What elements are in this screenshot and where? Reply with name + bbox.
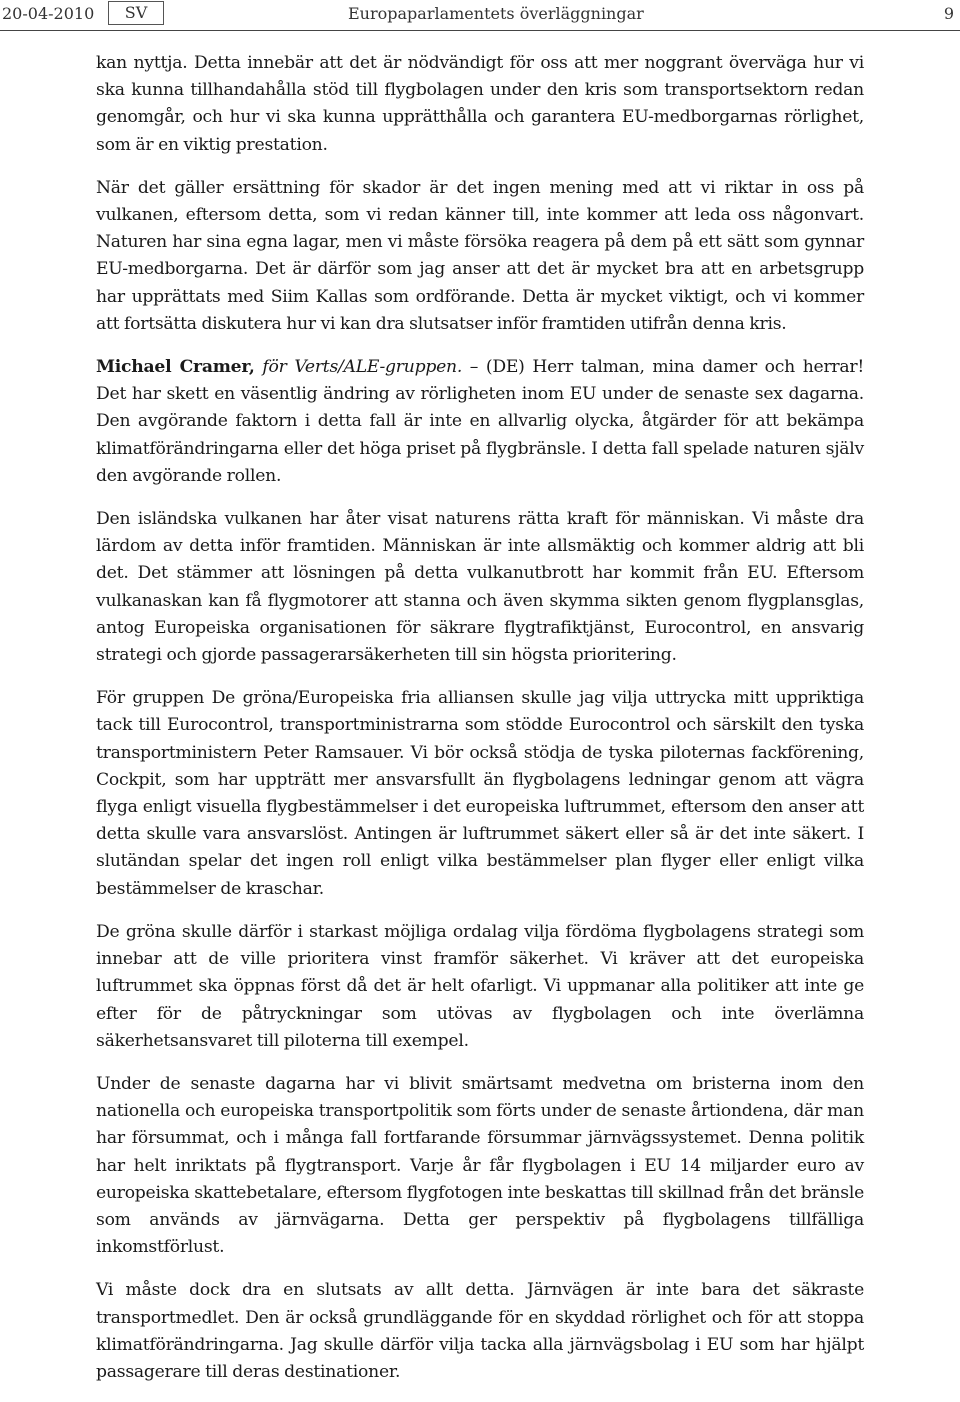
speaker-name: Michael Cramer, [96, 357, 255, 378]
page-header [0, 0, 960, 31]
header-date: 20-04-2010 [2, 4, 95, 23]
paragraph-4: Den isländska vulkanen har åter visat naturens rätta kraft för människan. Vi måste dra lärdom av detta inför framtiden. Människan är inte allsmäktig och kommer aldrig att bli det. Det stämmer att lösningen på detta vulkanutbrott har kommit från EU. Eftersom vulkanaskan kan få flygmotorer att stanna och även skymma sikten genom flygplansglas, antog Europeiska organisationen för säkrare flygtrafiktjänst, Eurocontrol, en ansvarig strategi och gjorde passagerarsäkerheten till sin högsta prioritering. [96, 509, 864, 666]
header-language-box: SV [108, 1, 164, 25]
paragraph-2: När det gäller ersättning för skador är det ingen mening med att vi riktar in oss på vulkanen, eftersom detta, som vi redan känner till, inte kommer att leda oss någonvart. Naturen har sina egna lagar, men vi måste försöka reagera på dem på ett sätt som gynnar EU-medborgarna. Det är därför som jag anser att det är mycket bra att en arbetsgrupp har upprättats med Siim Kallas som ordförande. Detta är mycket viktigt, och vi kommer att fortsätta diskutera hur vi kan dra slutsatser inför framtiden utifrån denna kris. [96, 177, 864, 334]
speaker-affiliation: för Verts/ALE-gruppen. [262, 357, 463, 378]
paragraph-8: Vi måste dock dra en slutsats av allt detta. Järnvägen är inte bara det säkraste transportmedlet. Den är också grundläggande för en skyddad rörlighet och för att stoppa klimatförändringarna. Jag skulle därför vilja tacka alla järnvägsbolag i EU som har hjälpt passagerare till deras destinationer. [96, 1280, 864, 1382]
speech-paragraph [96, 354, 864, 490]
speech-text: Herr talman, mina damer och herrar! Det har skett en väsentlig ändring av rörligheten inom EU under de senaste sex dagarna. Den avgörande faktorn i detta fall är inte en allvarlig olycka, åtgärder för att bekämpa klimatförändringarna eller det höga priset på flygbränsle. I detta fall spelade naturen själv den avgörande rollen. [96, 357, 864, 486]
speech-language-tag: – (DE) [462, 357, 533, 378]
header-page-number: 9 [943, 4, 954, 23]
header-title: Europaparlamentets överläggningar [348, 4, 644, 23]
paragraph-7: Under de senaste dagarna har vi blivit smärtsamt medvetna om bristerna inom den nationella och europeiska transportpolitik som förts under de senaste årtiondena, där man har försummat, och i många fall fortfarande försummar järnvägssystemet. Denna politik har helt inriktats på flygtransport. Varje år får flygbolagen i EU 14 miljarder euro av europeiska skattebetalare, eftersom flygfotogen inte beskattas till skillnad från det bränsle som används av järnvägarna. Detta ger perspektiv på flygbolagens tillfälliga inkomstförlust. [96, 1073, 864, 1258]
paragraph-1: kan nyttja. Detta innebär att det är nödvändigt för oss att mer noggrant överväga hur vi ska kunna tillhandahålla stöd till flygbolagen under den kris som transportsektorn redan genomgår, och hur vi ska kunna upprätthålla och garantera EU-medborgarnas rörlighet, som är en viktig prestation. [96, 53, 864, 155]
paragraph-6: De gröna skulle därför i starkast möjliga ordalag vilja fördöma flygbolagens strategi som innebar att de ville prioritera vinst framför säkerhet. Vi kräver att det europeiska luftrummet ska öppnas först då det är helt ofarligt. Vi uppmanar alla politiker att inte ge efter för de påtryckningar som utövas av flygbolagen och inte överlämna säkerhetsansvaret till piloterna till exempel. [96, 921, 864, 1051]
document-body [96, 50, 864, 1402]
paragraph-5: För gruppen De gröna/Europeiska fria alliansen skulle jag vilja uttrycka mitt uppriktiga tack till Eurocontrol, transportministrarna som stödde Eurocontrol och särskilt den tyska transportministern Peter Ramsauer. Vi bör också stödja de tyska piloternas fackförening, Cockpit, som har uppträtt mer ansvarsfullt än flygbolagens ledningar genom att vägra flyga enligt visuella flygbestämmelser i det europeiska luftrummet, eftersom den anser att detta skulle vara ansvarslöst. Antingen är luftrummet säkert eller så är det inte säkert. I slutändan spelar det ingen roll enligt vilka bestämmelser plan flyger eller enligt vilka bestämmelser de kraschar. [96, 688, 864, 899]
